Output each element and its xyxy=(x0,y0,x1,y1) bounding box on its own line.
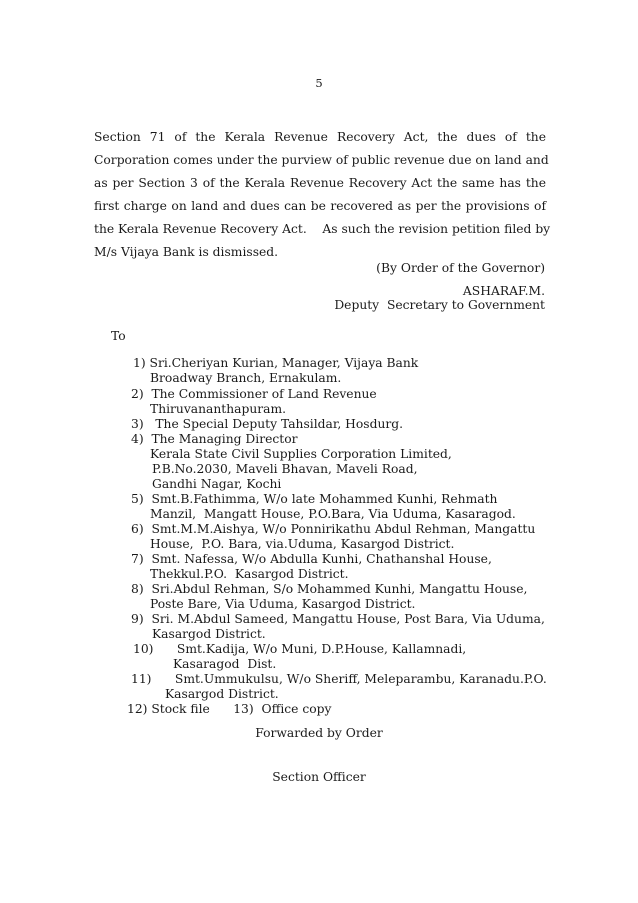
recipient-line: Broadway Branch, Ernakulam. xyxy=(150,371,342,385)
recipient-line: 10) Smt.Kadija, W/o Muni, D.P.House, Kallamnadi, xyxy=(133,642,467,656)
recipient-line: 4) The Managing Director xyxy=(131,432,298,446)
recipient-line: Kasargod District. xyxy=(165,687,279,701)
recipient-line: 7) Smt. Nafessa, W/o Abdulla Kunhi, Chathanshal House, xyxy=(131,552,492,566)
body-paragraph xyxy=(94,126,551,265)
page-number: 5 xyxy=(315,76,323,90)
recipient-line: 1) Sri.Cheriyan Kurian, Manager, Vijaya Bank xyxy=(133,356,419,370)
by-order-line: (By Order of the Governor) xyxy=(376,261,545,275)
recipient-line: 6) Smt.M.M.Aishya, W/o Ponnirikathu Abdul Rehman, Mangattu xyxy=(131,522,536,536)
paragraph-line: M/s Vijaya Bank is dismissed. xyxy=(94,245,279,260)
recipient-line: 2) The Commissioner of Land Revenue xyxy=(131,387,377,401)
to-label: To xyxy=(111,329,126,343)
paragraph-line: as per Section 3 of the Kerala Revenue Recovery Act the same has the xyxy=(94,176,546,191)
recipient-line: 3) The Special Deputy Tahsildar, Hosdurg. xyxy=(131,417,404,431)
recipient-line: Thekkul.P.O. Kasargod District. xyxy=(150,567,349,581)
paragraph-line: Section 71 of the Kerala Revenue Recovery Act, the dues of the xyxy=(94,130,546,144)
paragraph-line: Corporation comes under the purview of public revenue due on land and xyxy=(94,153,549,168)
recipient-line: Gandhi Nagar, Kochi xyxy=(152,477,282,491)
recipient-line: Thiruvananthapuram. xyxy=(150,402,287,416)
section-officer: Section Officer xyxy=(272,770,366,784)
recipient-line: 11) Smt.Ummukulsu, W/o Sheriff, Meleparambu, Karanadu.P.O. xyxy=(131,672,547,686)
signatory-name: ASHARAF.M. xyxy=(462,284,545,298)
signatory-designation: Deputy Secretary to Government xyxy=(334,298,545,312)
recipient-line: Poste Bare, Via Uduma, Kasargod District. xyxy=(150,597,416,611)
recipient-line: P.B.No.2030, Maveli Bhavan, Maveli Road, xyxy=(152,462,418,476)
paragraph-line: the Kerala Revenue Recovery Act. As such the revision petition filed by xyxy=(94,222,551,237)
recipient-line: Kerala State Civil Supplies Corporation Limited, xyxy=(150,447,452,461)
recipient-line: 9) Sri. M.Abdul Sameed, Mangattu House, Post Bara, Via Uduma, xyxy=(131,612,545,626)
recipient-line: Manzil, Mangatt House, P.O.Bara, Via Uduma, Kasaragod. xyxy=(150,507,516,521)
recipient-line: House, P.O. Bara, via.Uduma, Kasargod District. xyxy=(150,537,455,551)
forwarded-by-order: Forwarded by Order xyxy=(255,726,383,740)
paragraph-line: first charge on land and dues can be recovered as per the provisions of xyxy=(94,199,546,214)
recipient-line: 5) Smt.B.Fathimma, W/o late Mohammed Kunhi, Rehmath xyxy=(131,492,498,506)
recipient-line: 12) Stock file 13) Office copy xyxy=(127,702,332,716)
recipient-line: 8) Sri.Abdul Rehman, S/o Mohammed Kunhi, Mangattu House, xyxy=(131,582,528,596)
recipient-line: Kasaragod Dist. xyxy=(173,657,277,671)
recipient-line: Kasargod District. xyxy=(152,627,266,641)
